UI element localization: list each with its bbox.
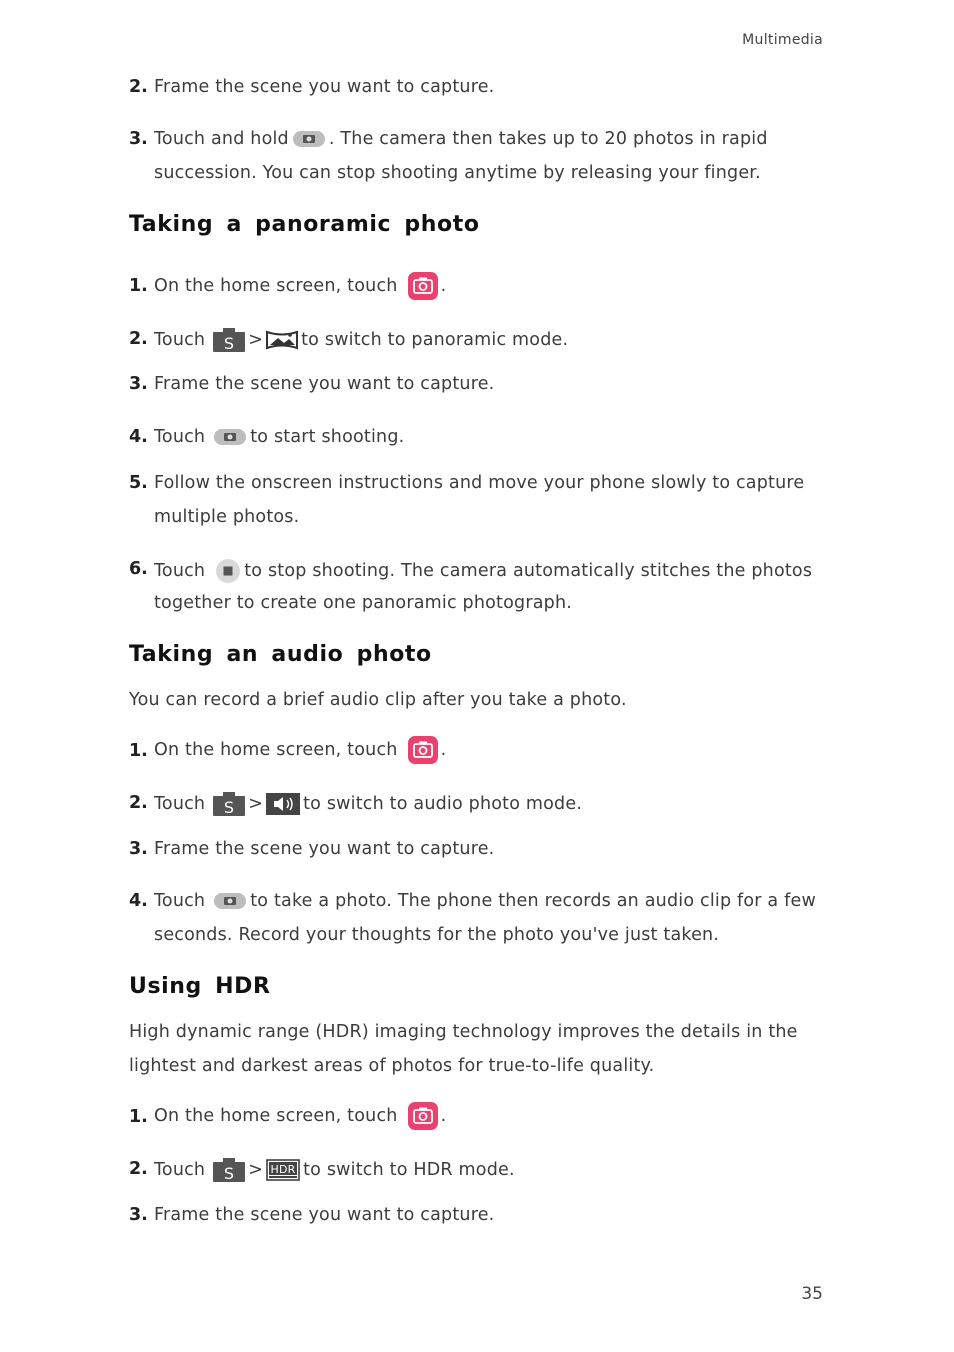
step-number: 1. [129,1107,148,1127]
step-text: Frame the scene you want to capture. [154,1205,495,1225]
step-number: 3. [129,374,148,394]
mode-menu-icon [213,792,245,816]
step-text: Frame the scene you want to capture. [154,374,495,394]
section-intro: You can record a brief audio clip after you take a photo. [129,690,627,710]
step-number: 2. [129,793,148,813]
step-text-continued: succession. You can stop shooting anytime by releasing your finger. [154,163,761,183]
camera-app-icon [408,272,438,300]
camera-app-icon [408,1102,438,1130]
section-intro: High dynamic range (HDR) imaging technology improves the details in the [129,1022,798,1042]
svg-text:S: S [224,1164,235,1182]
step-number: 2. [129,77,148,97]
step-text-continued: multiple photos. [154,507,300,527]
step-text: Touch to stop shooting. The camera automatically stitches the photos [154,558,812,584]
step-text: Frame the scene you want to capture. [154,77,495,97]
step-text: Touch S > to switch to panoramic mode. [154,330,569,352]
audio-photo-icon [266,793,300,815]
section-title-hdr: Using HDR [129,974,271,999]
step-number: 3. [129,1205,148,1225]
page-number: 35 [801,1284,823,1304]
step-text: Follow the onscreen instructions and move your phone slowly to capture [154,473,805,493]
step-text: On the home screen, touch . [154,1098,446,1134]
step-text: Touch to start shooting. [154,427,405,447]
step-text: Touch S > HDR to switch to HDR mode. [154,1160,515,1182]
step-number: 1. [129,276,148,296]
hdr-icon [266,1159,300,1181]
step-text-continued: seconds. Record your thoughts for the photo you've just taken. [154,925,720,945]
step-text: Frame the scene you want to capture. [154,839,495,859]
step-text: Touch to take a photo. The phone then records an audio clip for a few [154,891,816,911]
step-text: On the home screen, touch . [154,268,446,304]
svg-text:S: S [224,334,235,352]
step-text-continued: together to create one panoramic photograph. [154,593,572,613]
step-text: Touch and hold . The camera then takes up to 20 photos in rapid [154,129,768,149]
step-number: 3. [129,129,148,149]
step-number: 4. [129,891,148,911]
step-number: 1. [129,741,148,761]
step-number: 6. [129,559,148,579]
section-title-audio: Taking an audio photo [129,642,432,667]
step-number: 2. [129,1159,148,1179]
shutter-icon [213,892,247,910]
svg-text:S: S [224,798,235,816]
step-number: 5. [129,473,148,493]
section-intro-continued: lightest and darkest areas of photos for true-to-life quality. [129,1056,655,1076]
step-number: 3. [129,839,148,859]
panorama-icon [266,329,298,351]
step-number: 4. [129,427,148,447]
section-title-panorama: Taking a panoramic photo [129,212,480,237]
shutter-icon [292,130,326,148]
step-number: 2. [129,329,148,349]
page-header: Multimedia [742,32,823,48]
stop-icon [215,558,241,584]
svg-text:HDR: HDR [270,1163,296,1176]
camera-app-icon [408,736,438,764]
step-text: On the home screen, touch . [154,732,446,768]
step-text: Touch S > to switch to audio photo mode. [154,794,583,816]
mode-menu-icon [213,328,245,352]
shutter-icon [213,428,247,446]
mode-menu-icon [213,1158,245,1182]
